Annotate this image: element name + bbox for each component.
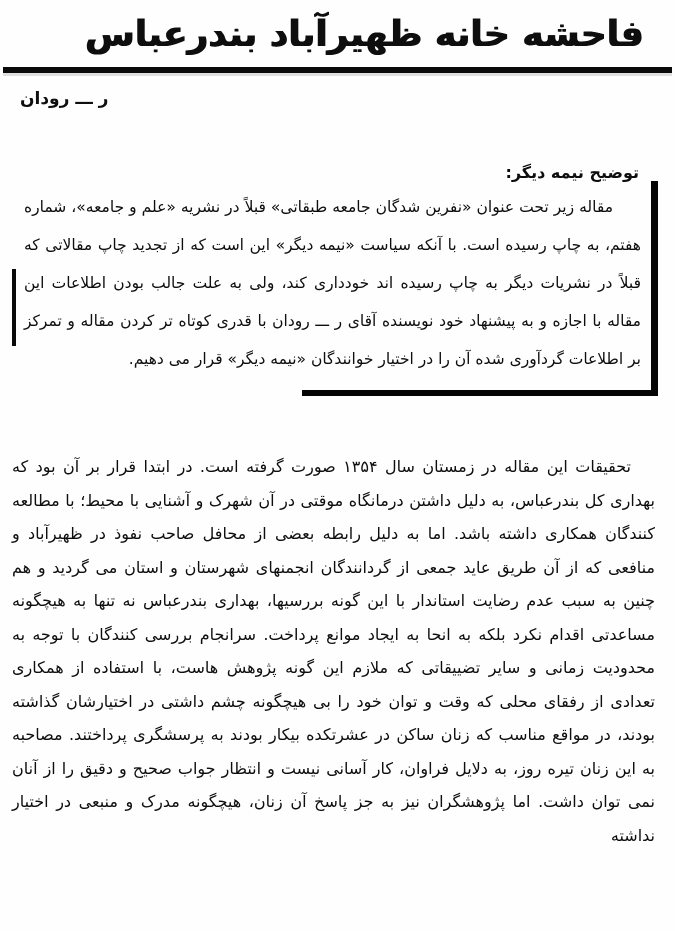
note-label: توضیح نیمه دیگر: [505, 163, 639, 182]
author-byline: ر ـــ رودان [20, 89, 109, 109]
article-paragraph: تحقیقات این مقاله در زمستان سال ۱۳۵۴ صورت گرفته است. در ابتدا قرار بر آن بود که بهداری کل بندرعباس، به دلیل داشتن درمانگاه موقتی در آن شهرک و آشنایی با محیط؛ با مطالعه کنندگان همکاری داشته باشد. اما به دلیل رابطه بعضی از محافل صاحب نفوذ در ظهیرآباد و منافعی که از آن طریق عاید جمعی از گردانندگان انجمنهای شهرستان و استان می گردید و هم چنین به سبب عدم رضایت استاندار با این گونه بررسیها، بهداری بندرعباس نه تنها به هیچگونه مساعدتی اقدام نکرد بلکه به انحا به ایجاد موانع پرداخت. سرانجام بررسی کنندگان با توجه به محدودیت زمانی و سایر تضییقاتی که ملازم این گونه پژوهش هاست، با استفاده از همکاری تعدادی از رفقای محلی که وقت و توان خود را بی هیچگونه چشم داشتی در اختیارشان گذاشته بودند، در مواقع مناسب که زنان ساکن در عشرتکده بیکار بودند به پرسشگری پرداختند. مصاحبه به این زنان تیره روز، به دلایل فراوان، کار آسانی نیست و انتظار جواب صحیح و دقیق را از آنان نمی توان داشت. اما پژوهشگران نیز به جز پاسخ آن زنان، هیچگونه مدرک و منبعی در اختیار نداشته [12, 457, 655, 845]
page-title: فاحشه خانه ظهیرآباد بندرعباس [85, 14, 644, 55]
note-body-text: مقاله زیر تحت عنوان «نفرین شدگان جامعه طبقاتی» قبلاً در نشریه «علم و جامعه»، شماره هفتم، به چاپ رسیده است. با آنکه سیاست «نیمه دیگر» این است که از تجدید چاپ مقالاتی که قبلاً در نشریات دیگر به چاپ رسیده اند خودداری کند، ولی به علت جالب بودن اطلاعات این مقاله با اجازه و به پیشنهاد خود نویسنده آقای ر ـــ رودان با قدری کوتاه تر کردن مقاله و تمرکز بر اطلاعات گردآوری شده آن را در اختیار خوانندگان «نیمه دیگر» قرار می دهیم. [24, 198, 641, 368]
editorial-note-box [16, 161, 651, 390]
note-box-bottom-border [302, 390, 658, 396]
article-body [12, 450, 655, 852]
note-box-right-border [651, 181, 658, 396]
note-box-left-border-fragment [12, 269, 16, 347]
